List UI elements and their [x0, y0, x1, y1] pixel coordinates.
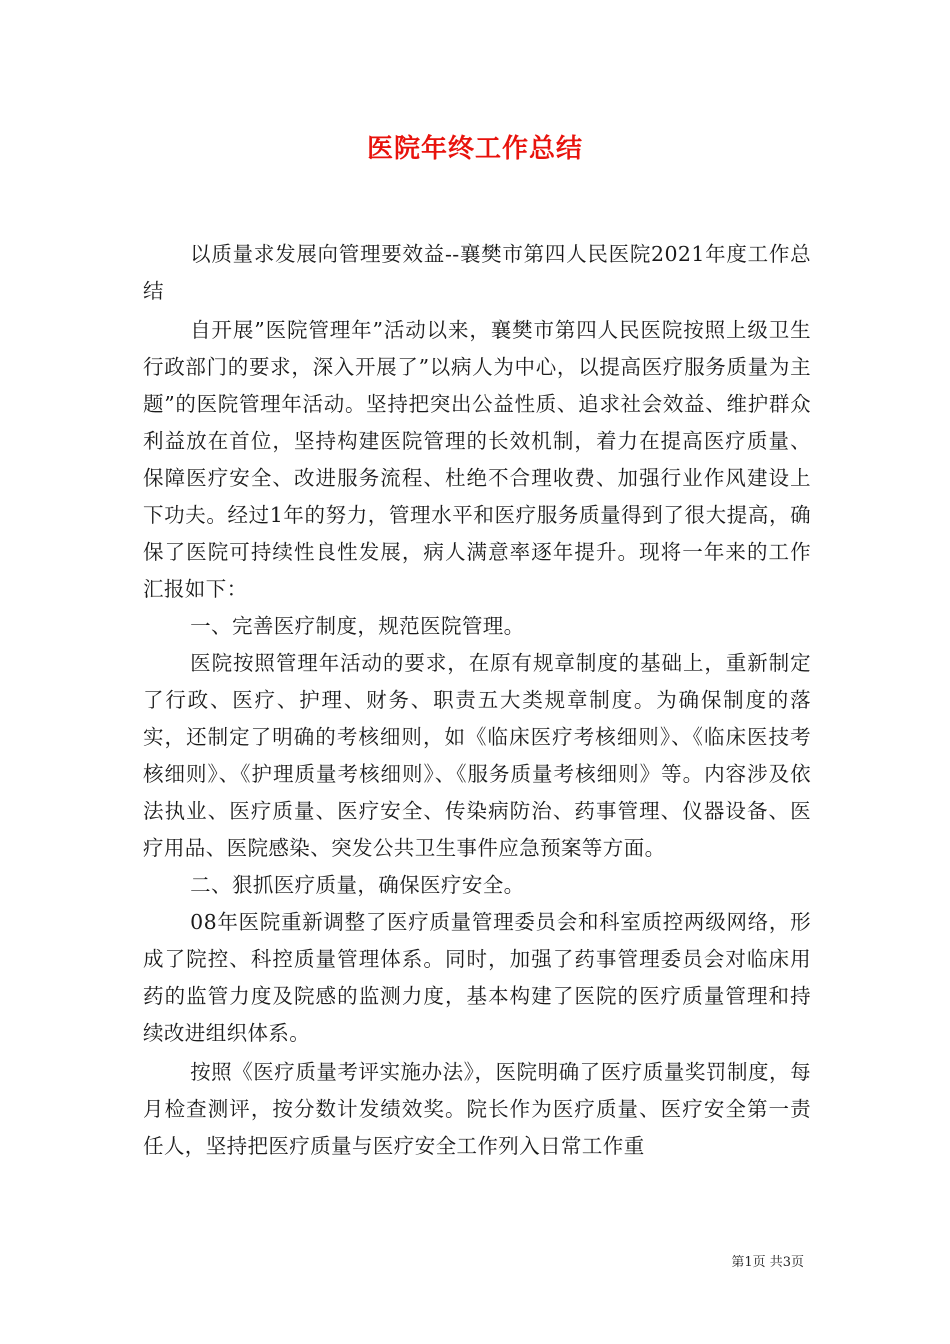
- section-heading-2: 二、狠抓医疗质量，确保医疗安全。: [190, 873, 525, 897]
- paragraph-subtitle: 以质量求发展向管理要效益--襄樊市第四人民医院2021年度工作总结: [143, 242, 811, 303]
- paragraph-section-2a: 08年医院重新调整了医疗质量管理委员会和科室质控两级网络，形成了院控、科控质量管理体系。同时，加强了药事管理委员会对临床用药的监管力度及院感的监测力度，基本构建了医院的医疗质量管理和持续改进组织体系。: [143, 910, 811, 1045]
- paragraph-section-1: 医院按照管理年活动的要求，在原有规章制度的基础上，重新制定了行政、医疗、护理、财务、职责五大类规章制度。为确保制度的落实，还制定了明确的考核细则，如《临床医疗考核细则》、《临床医技考核细则》、《护理质量考核细则》、《服务质量考核细则》等。内容涉及依法执业、医疗质量、医疗安全、传染病防治、药事管理、仪器设备、医疗用品、医院感染、突发公共卫生事件应急预案等方面。: [143, 651, 811, 860]
- page-number: 第1页 共3页: [731, 1255, 804, 1270]
- document-title: 医院年终工作总结: [366, 134, 583, 164]
- paragraph-intro: 自开展”医院管理年”活动以来，襄樊市第四人民医院按照上级卫生行政部门的要求，深入开展了”以病人为中心，以提高医疗服务质量为主题”的医院管理年活动。坚持把突出公益性质、追求社会效益、维护群众利益放在首位，坚持构建医院管理的长效机制，着力在提高医疗质量、保障医疗安全、改进服务流程、杜绝不合理收费、加强行业作风建设上下功夫。经过1年的努力，管理水平和医疗服务质量得到了很大提高，确保了医院可持续性良性发展，病人满意率逐年提升。现将一年来的工作汇报如下：: [143, 318, 811, 601]
- section-heading-1: 一、完善医疗制度，规范医院管理。: [190, 614, 525, 638]
- paragraph-section-2b: 按照《医疗质量考评实施办法》，医院明确了医疗质量奖罚制度，每月检查测评，按分数计发绩效奖。院长作为医疗质量、医疗安全第一责任人，坚持把医疗质量与医疗安全工作列入日常工作重: [143, 1060, 811, 1158]
- document-body: [143, 236, 811, 1165]
